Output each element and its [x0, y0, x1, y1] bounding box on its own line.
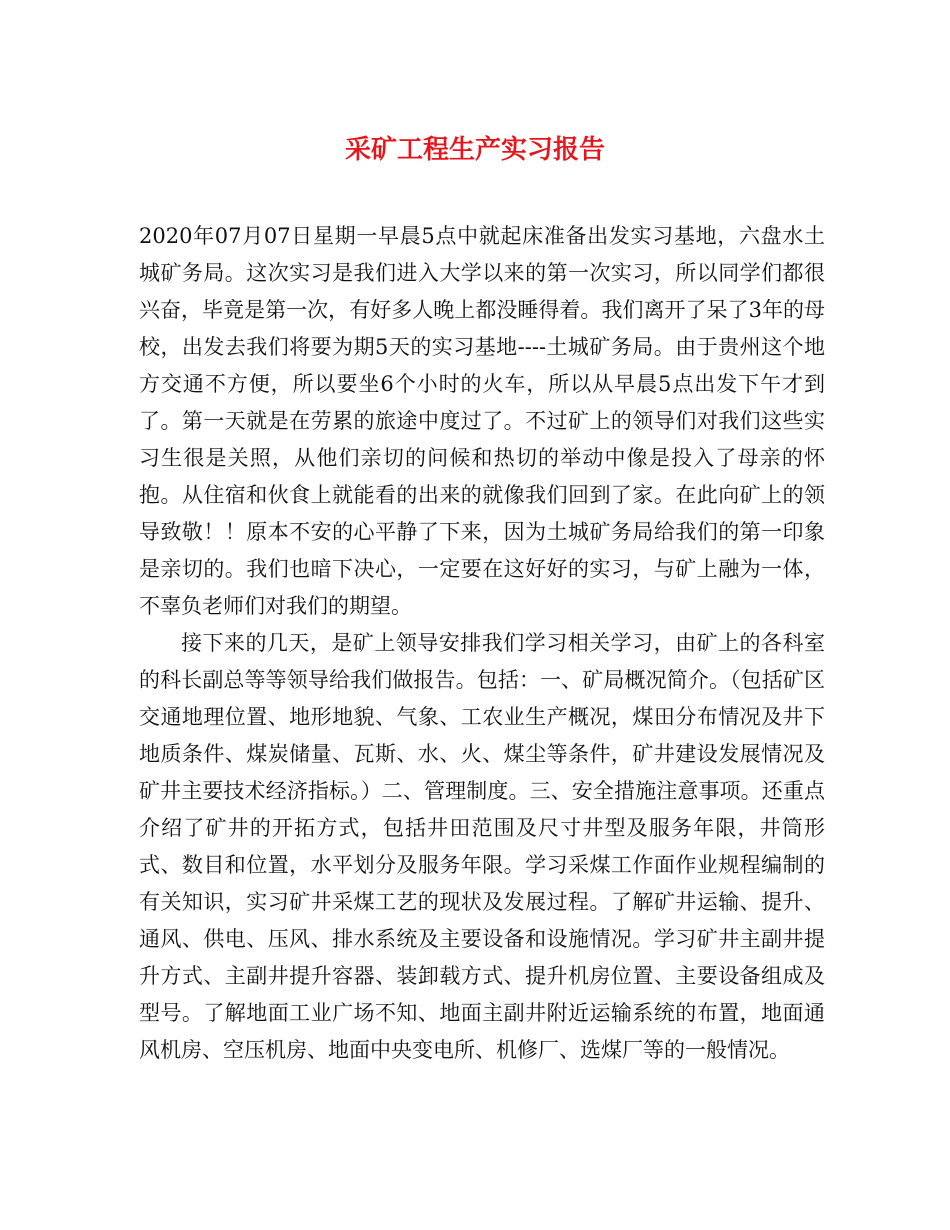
- document-body: [139, 218, 825, 1069]
- paragraph-2: 接下来的几天，是矿上领导安排我们学习相关学习，由矿上的各科室的科长副总等等领导给我们做报告。包括：一、矿局概况简介。（包括矿区交通地理位置、地形地貌、气象、工农业生产概况，煤田分布情况及井下地质条件、煤炭储量、瓦斯、水、火、煤尘等条件，矿井建设发展情况及矿井主要技术经济指标。）二、管理制度。三、安全措施注意事项。还重点介绍了矿井的开拓方式，包括井田范围及尺寸井型及服务年限，井筒形式、数目和位置，水平划分及服务年限。学习采煤工作面作业规程编制的有关知识，实习矿井采煤工艺的现状及发展过程。了解矿井运输、提升、通风、供电、压风、排水系统及主要设备和设施情况。学习矿井主副井提升方式、主副井提升容器、装卸载方式、提升机房位置、主要设备组成及型号。了解地面工业广场不知、地面主副井附近运输系统的布置，地面通风机房、空压机房、地面中央变电所、机修厂、选煤厂等的一般情况。: [139, 631, 825, 1062]
- paragraph-1: 2020年07月07日星期一早晨5点中就起床准备出发实习基地，六盘水土城矿务局。这次实习是我们进入大学以来的第一次实习，所以同学们都很兴奋，毕竟是第一次，有好多人晚上都没睡得着。我们离开了呆了3年的母校，出发去我们将要为期5天的实习基地----土城矿务局。由于贵州这个地方交通不方便，所以要坐6个小时的火车，所以从早晨5点出发下午才到了。第一天就是在劳累的旅途中度过了。不过矿上的领导们对我们这些实习生很是关照，从他们亲切的问候和热切的举动中像是投入了母亲的怀抱。从住宿和伙食上就能看的出来的就像我们回到了家。在此向矿上的领导致敬！！原本不安的心平静了下来，因为土城矿务局给我们的第一印象是亲切的。我们也暗下决心，一定要在这好好的实习，与矿上融为一体，不辜负老师们对我们的期望。: [139, 224, 825, 618]
- document-title: 采矿工程生产实习报告: [344, 135, 605, 165]
